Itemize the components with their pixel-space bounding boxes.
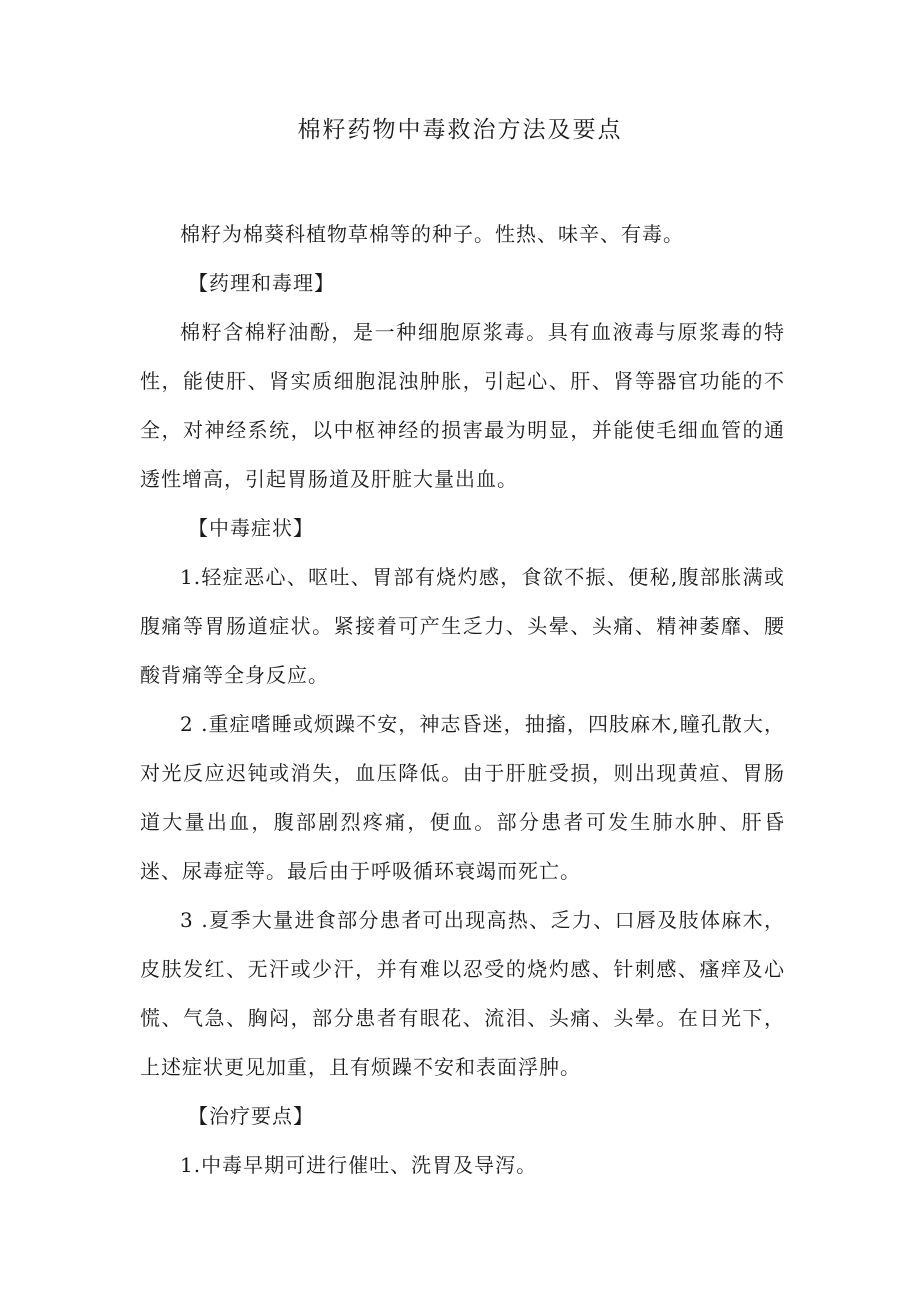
paragraph-intro: 棉籽为棉葵科植物草棉等的种子。性热、味辛、有毒。 (180, 222, 684, 246)
paragraph-symptom-summer: 3 .夏季大量进食部分患者可出现高热、乏力、口唇及肢体麻木，皮肤发红、无汗或少汗，并有难以忍受的烧灼感、针刺感、瘙痒及心慌、气急、胸闷，部分患者有眼花、流泪、头痛、头晕。在日光下，上述症状更见加重，且有烦躁不安和表面浮肿。 (140, 908, 785, 1079)
section-heading-treatment: 【治疗要点】 (188, 1104, 314, 1128)
paragraph-symptom-severe: 2 .重症嗜睡或烦躁不安，神志昏迷，抽搐，四肢麻木,瞳孔散大，对光反应迟钝或消失，血压降低。由于肝脏受损，则出现黄疸、胃肠道大量出血，腹部剧烈疼痛，便血。部分患者可发生肺水肿、肝昏迷、尿毒症等。最后由于呼吸循环衰竭而死亡。 (140, 712, 785, 883)
document-body (140, 210, 785, 1190)
document-title: 棉籽药物中毒救治方法及要点 (297, 117, 623, 143)
section-heading-symptoms: 【中毒症状】 (188, 516, 314, 540)
section-heading-pharmacology: 【药理和毒理】 (188, 271, 335, 295)
paragraph-symptom-mild: 1.轻症恶心、呕吐、胃部有烧灼感，食欲不振、便秘,腹部胀满或腹痛等胃肠道症状。紧接着可产生乏力、头晕、头痛、精神萎靡、腰酸背痛等全身反应。 (140, 565, 785, 687)
paragraph-treatment-1: 1.中毒早期可进行催吐、洗胃及导泻。 (180, 1153, 538, 1177)
paragraph-pharmacology: 棉籽含棉籽油酚，是一种细胞原浆毒。具有血液毒与原浆毒的特性，能使肝、肾实质细胞混浊肿胀，引起心、肝、肾等器官功能的不全，对神经系统，以中枢神经的损害最为明显，并能使毛细血管的通透性增高，引起胃肠道及肝脏大量出血。 (140, 320, 785, 491)
